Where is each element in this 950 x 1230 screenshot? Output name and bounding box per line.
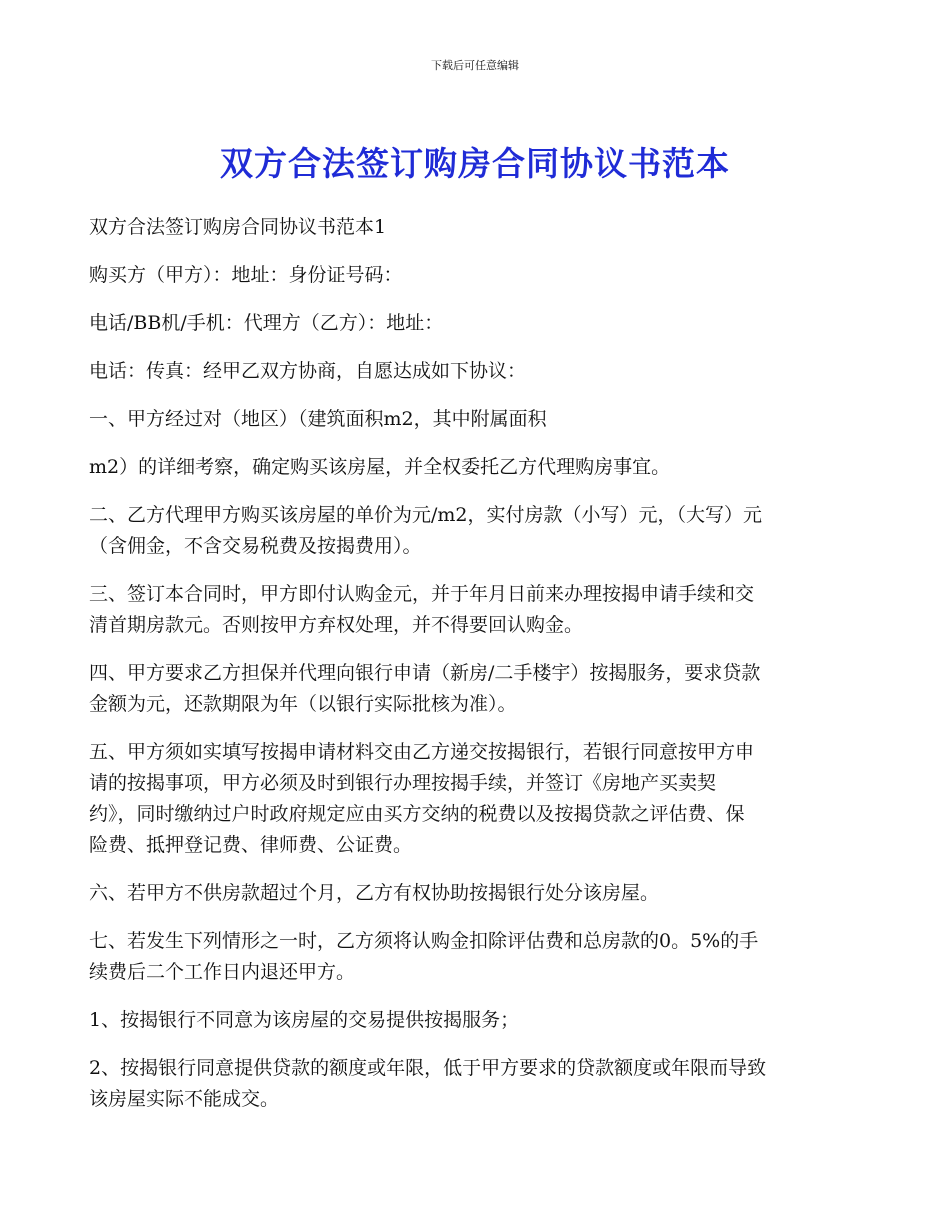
paragraph-line: 四、甲方要求乙方担保并代理向银行申请（新房/二手楼宇）按揭服务，要求贷款 — [89, 662, 761, 684]
paragraph — [89, 260, 864, 291]
paragraph-line: 该房屋实际不能成交。 — [89, 1088, 280, 1110]
paragraph-line: 电话：传真：经甲乙双方协商，自愿达成如下协议： — [89, 360, 527, 382]
paragraph-line: 六、若甲方不供房款超过个月，乙方有权协助按揭银行处分该房屋。 — [89, 882, 660, 904]
paragraph-line: 清首期房款元。否则按甲方弃权处理，并不得要回认购金。 — [89, 614, 584, 636]
paragraph — [89, 878, 864, 909]
header-note: 下载后可任意编辑 — [431, 59, 519, 72]
paragraph-line: 购买方（甲方）：地址：身份证号码： — [89, 264, 403, 286]
document-body — [89, 212, 864, 1132]
document-title: 双方合法签订购房合同协议书范本 — [220, 144, 730, 183]
paragraph — [89, 737, 864, 861]
paragraph — [89, 500, 864, 562]
paragraph-line: 电话/BB机/手机：代理方（乙方）：地址： — [89, 312, 444, 334]
paragraph-line: 五、甲方须如实填写按揭申请材料交由乙方递交按揭银行，若银行同意按甲方申 — [89, 741, 755, 763]
paragraph-line: 一、甲方经过对（地区）（建筑面积m2，其中附属面积 — [89, 408, 547, 430]
paragraph-line: m2）的详细考察，确定购买该房屋，并全权委托乙方代理购房事宜。 — [89, 456, 671, 478]
paragraph — [89, 1005, 864, 1036]
paragraph — [89, 658, 864, 720]
paragraph — [89, 1053, 864, 1115]
paragraph-line: 金额为元，还款期限为年（以银行实际批核为准）。 — [89, 693, 517, 715]
paragraph — [89, 404, 864, 435]
paragraph — [89, 452, 864, 483]
paragraph — [89, 356, 864, 387]
paragraph-line: （含佣金，不含交易税费及按揭费用）。 — [89, 535, 422, 557]
paragraph — [89, 308, 864, 339]
paragraph-line: 险费、抵押登记费、律师费、公证费。 — [89, 834, 413, 856]
paragraph-line: 七、若发生下列情形之一时，乙方须将认购金扣除评估费和总房款的0。5%的手 — [89, 930, 759, 952]
paragraph — [89, 212, 864, 243]
paragraph — [89, 926, 864, 988]
paragraph-line: 1、按揭银行不同意为该房屋的交易提供按揭服务； — [89, 1009, 520, 1031]
paragraph-line: 请的按揭事项，甲方必须及时到银行办理按揭手续，并签订《房地产买卖契 — [89, 772, 717, 794]
paragraph — [89, 579, 864, 641]
paragraph-line: 双方合法签订购房合同协议书范本1 — [89, 216, 387, 238]
paragraph-line: 约》，同时缴纳过户时政府规定应由买方交纳的税费以及按揭贷款之评估费、保 — [89, 803, 745, 825]
paragraph-line: 二、乙方代理甲方购买该房屋的单价为元/m2，实付房款（小写）元，（大写）元 — [89, 504, 763, 526]
paragraph-line: 三、签订本合同时，甲方即付认购金元，并于年月日前来办理按揭申请手续和交 — [89, 583, 755, 605]
paragraph-line: 续费后二个工作日内退还甲方。 — [89, 961, 356, 983]
paragraph-line: 2、按揭银行同意提供贷款的额度或年限，低于甲方要求的贷款额度或年限而导致 — [89, 1057, 767, 1079]
